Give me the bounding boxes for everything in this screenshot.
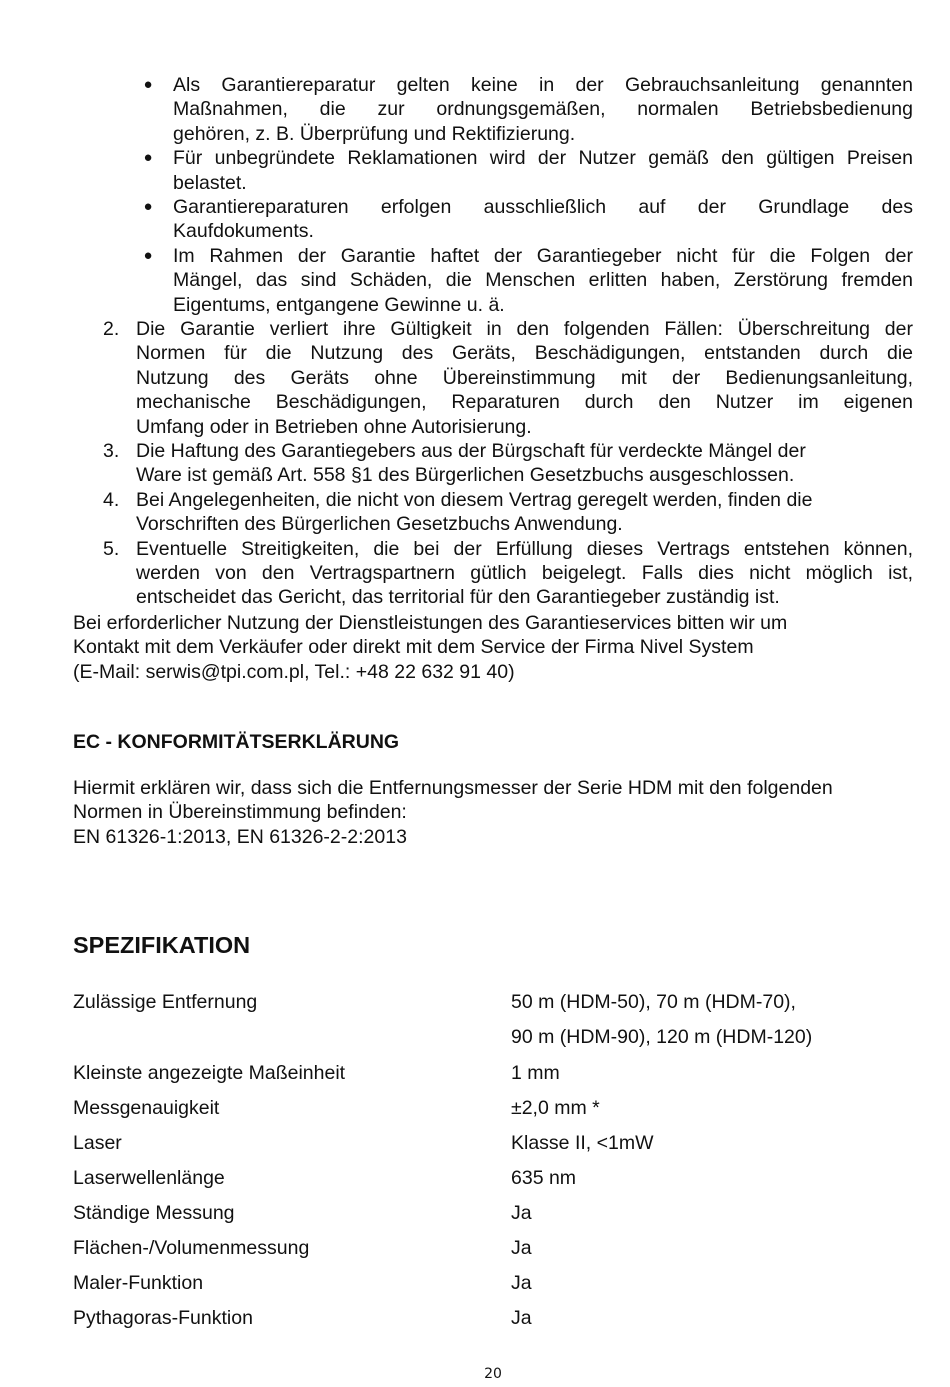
line: gehören, z. B. Überprüfung und Rektifizierung. (173, 122, 576, 145)
bullet-item (143, 73, 913, 146)
line: Umfang oder in Betrieben ohne Autorisierung. (136, 415, 532, 438)
spec-label: Maler-Funktion (73, 1272, 204, 1294)
numbered-item (103, 537, 913, 610)
bullet-icon: ● (143, 246, 153, 264)
line: Kaufdokuments. (173, 220, 314, 243)
line: Garantiereparaturen erfolgen ausschließlich auf der Grundlage des (173, 196, 913, 219)
line: Die Garantie verliert ihre Gültigkeit in den folgenden Fällen: Überschreitung der (136, 318, 913, 340)
line: Vorschriften des Bürgerlichen Gesetzbuchs Anwendung. (136, 513, 623, 536)
item-number: 2. (103, 318, 120, 340)
spec-label: Messgenauigkeit (73, 1097, 220, 1119)
spec-label: Laserwellenlänge (73, 1167, 225, 1189)
page-number: 20 (484, 1366, 502, 1382)
line: entscheidet das Gericht, das territorial für den Garantiegeber zuständig ist. (136, 586, 780, 609)
bullet-item (143, 195, 913, 244)
spec-heading: SPEZIFIKATION (73, 932, 251, 958)
bullet-icon: ● (143, 149, 153, 167)
spec-label: Kleinste angezeigte Maßeinheit (73, 1062, 346, 1084)
item-number: 3. (103, 440, 120, 463)
spec-label: Laser (73, 1132, 122, 1154)
bullet-item (143, 244, 913, 317)
numbered-item (103, 439, 913, 488)
bullet-icon: ● (143, 76, 153, 93)
warranty-bullet-list (143, 73, 913, 317)
spec-value: 1 mm (511, 1062, 560, 1084)
spec-value: Ja (511, 1202, 532, 1224)
spec-value: Ja (511, 1237, 532, 1259)
line: Eventuelle Streitigkeiten, die bei der Erfüllung dieses Vertrags entstehen können, (136, 537, 913, 560)
spec-value: 635 nm (511, 1167, 577, 1189)
line: Bei erforderlicher Nutzung der Dienstleistungen des Garantieservices bitten wir um (73, 612, 788, 634)
line: werden von den Vertragspartnern gütlich beigelegt. Falls dies nicht möglich ist, (136, 562, 913, 585)
item-number: 5. (103, 537, 120, 560)
bullet-item (143, 146, 913, 195)
item-number: 4. (103, 488, 120, 511)
line: Maßnahmen, die zur ordnungsgemäßen, normalen Betriebsbedienung (173, 98, 913, 121)
line: Als Garantiereparatur gelten keine in der Gebrauchsanleitung genannten (173, 74, 913, 96)
line: Bei Angelegenheiten, die nicht von diesem Vertrag geregelt werden, finden die (136, 488, 813, 511)
spec-value: Ja (511, 1307, 532, 1329)
numbered-item (103, 488, 913, 537)
spec-label: Ständige Messung (73, 1202, 235, 1224)
line: mechanische Beschädigungen, Reparaturen durch den Nutzer im eigenen (136, 391, 913, 414)
line: (E-Mail: serwis@tpi.com.pl, Tel.: +48 22 632 91 40) (73, 660, 515, 683)
spec-value: Ja (511, 1272, 532, 1294)
numbered-item (103, 317, 913, 439)
line: Im Rahmen der Garantie haftet der Garantiegeber nicht für die Folgen der (173, 244, 913, 267)
line: Die Haftung des Garantiegebers aus der Bürgschaft für verdeckte Mängel der (136, 440, 806, 463)
spec-value: Klasse II, <1mW (511, 1132, 654, 1154)
ec-paragraph (73, 776, 913, 849)
line: Eigentums, entgangene Gewinne u. ä. (173, 293, 505, 316)
spec-label: Flächen-/Volumenmessung (73, 1237, 310, 1259)
spec-label: Pythagoras-Funktion (73, 1307, 253, 1329)
line: Ware ist gemäß Art. 558 §1 des Bürgerlichen Gesetzbuchs ausgeschlossen. (136, 464, 795, 487)
service-paragraph (73, 611, 913, 684)
line: Mängel, das sind Schäden, die Menschen erlitten haben, Zerstörung fremden (173, 269, 913, 292)
spec-value: ±2,0 mm * (511, 1097, 600, 1119)
line: Normen in Übereinstimmung befinden: (73, 801, 407, 824)
line: belastet. (173, 171, 247, 194)
warranty-numbered-list (103, 317, 913, 610)
ec-heading: EC - KONFORMITÄTSERKLÄRUNG (73, 731, 400, 753)
line: EN 61326-1:2013, EN 61326-2-2:2013 (73, 825, 407, 848)
bullet-icon: ● (143, 198, 153, 216)
line: Nutzung des Geräts ohne Übereinstimmung mit der Bedienungsanleitung, (136, 366, 913, 389)
spec-value: 50 m (HDM-50), 70 m (HDM-70), (511, 991, 796, 1013)
line: Kontakt mit dem Verkäufer oder direkt mit dem Service der Firma Nivel System (73, 636, 754, 659)
spec-label: Zulässige Entfernung (73, 991, 258, 1013)
line: Hiermit erklären wir, dass sich die Entfernungsmesser der Serie HDM mit den folgenden (73, 777, 833, 799)
spec-value: 90 m (HDM-90), 120 m (HDM-120) (511, 1026, 813, 1048)
line: Für unbegründete Reklamationen wird der Nutzer gemäß den gültigen Preisen (173, 147, 913, 170)
line: Normen für die Nutzung des Geräts, Beschädigungen, entstanden durch die (136, 342, 913, 365)
